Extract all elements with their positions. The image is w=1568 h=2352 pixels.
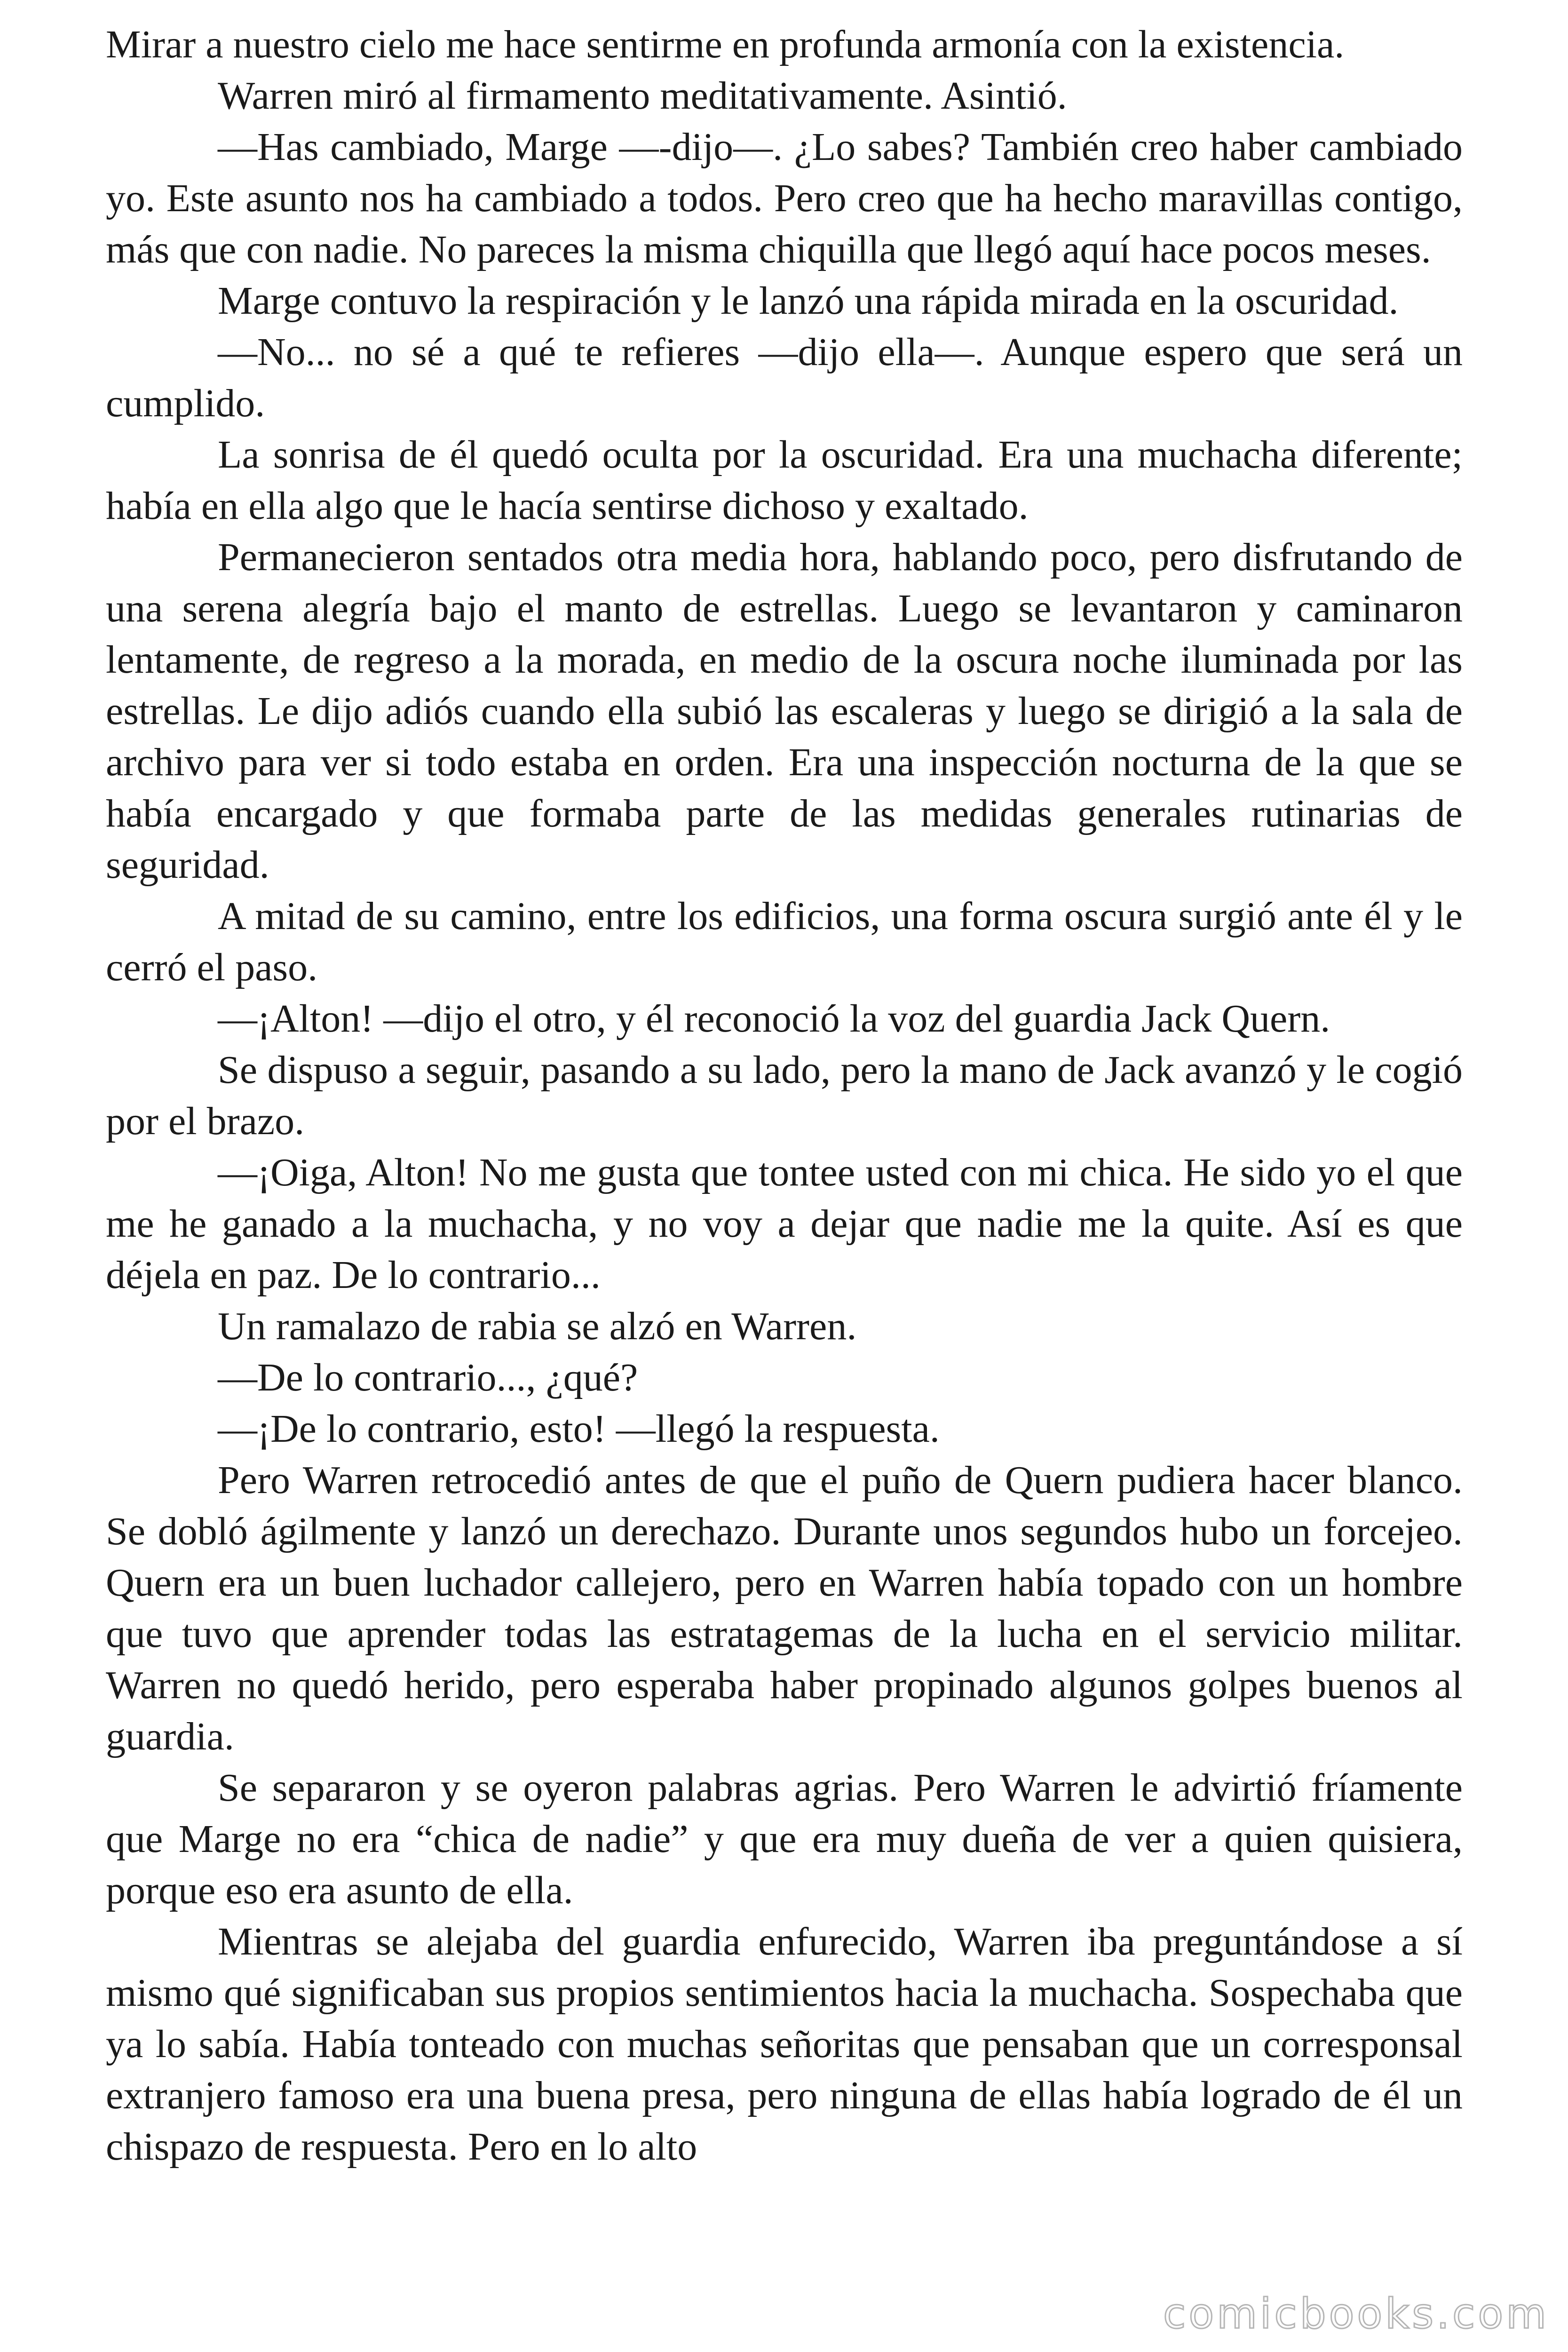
paragraph-16: Se separaron y se oyeron palabras agrias. Pero Warren le advirtió fríamente que Marge no era “chica de nadie” y que era muy dueña de ver a quien quisiera, porque eso era asunto de ella. [106, 1766, 1463, 1912]
paragraph-11: —¡Oiga, Alton! No me gusta que tontee usted con mi chica. He sido yo el que me he ganado a la muchacha, y no voy a dejar que nadie me la quite. Así es que déjela en paz. De lo contrario... [106, 1151, 1463, 1297]
book-page-text [106, 19, 1463, 2172]
paragraph-1: Mirar a nuestro cielo me hace sentirme en profunda armonía con la existencia. [106, 23, 1345, 66]
paragraph-6: La sonrisa de él quedó oculta por la oscuridad. Era una muchacha diferente; había en ella algo que le hacía sentirse dichoso y exaltado. [106, 433, 1463, 528]
paragraph-9: —¡Alton! —dijo el otro, y él reconoció la voz del guardia Jack Quern. [218, 997, 1330, 1041]
paragraph-12: Un ramalazo de rabia se alzó en Warren. [218, 1304, 857, 1348]
paragraph-7: Permanecieron sentados otra media hora, hablando poco, pero disfrutando de una serena alegría bajo el manto de estrellas. Luego se levantaron y caminaron lentamente, de regreso a la morada, en medio de la oscura noche iluminada por las estrellas. Le dijo adiós cuando ella subió las escaleras y luego se dirigió a la sala de archivo para ver si todo estaba en orden. Era una inspección nocturna de la que se había encargado y que formaba parte de las medidas generales rutinarias de seguridad. [106, 535, 1463, 887]
paragraph-13: —De lo contrario..., ¿qué? [218, 1356, 638, 1399]
paragraph-2: Warren miró al firmamento meditativamente. Asintió. [218, 74, 1067, 118]
paragraph-17: Mientras se alejaba del guardia enfurecido, Warren iba preguntándose a sí mismo qué significaban sus propios sentimientos hacia la muchacha. Sospechaba que ya lo sabía. Había tonteado con muchas señoritas que pensaban que un corresponsal extranjero famoso era una buena presa, pero ninguna de ellas había logrado de él un chispazo de respuesta. Pero en lo alto [106, 1920, 1463, 2169]
paragraph-5: —No... no sé a qué te refieres —dijo ella—. Aunque espero que será un cumplido. [106, 330, 1463, 425]
paragraph-10: Se dispuso a seguir, pasando a su lado, pero la mano de Jack avanzó y le cogió por el brazo. [106, 1048, 1463, 1143]
paragraph-8: A mitad de su camino, entre los edificios, una forma oscura surgió ante él y le cerró el paso. [106, 894, 1463, 989]
watermark: comicbooks.com [1163, 2289, 1549, 2338]
paragraph-4: Marge contuvo la respiración y le lanzó una rápida mirada en la oscuridad. [218, 279, 1399, 323]
paragraph-3: —Has cambiado, Marge —-dijo—. ¿Lo sabes? También creo haber cambiado yo. Este asunto nos ha cambiado a todos. Pero creo que ha hecho maravillas contigo, más que con nadie. No pareces la misma chiquilla que llegó aquí hace pocos meses. [106, 125, 1463, 271]
paragraph-15: Pero Warren retrocedió antes de que el puño de Quern pudiera hacer blanco. Se dobló ágilmente y lanzó un derechazo. Durante unos segundos hubo un forcejeo. Quern era un buen luchador callejero, pero en Warren había topado con un hombre que tuvo que aprender todas las estratagemas de la lucha en el servicio militar. Warren no quedó herido, pero esperaba haber propinado algunos golpes buenos al guardia. [106, 1458, 1463, 1758]
paragraph-14: —¡De lo contrario, esto! —llegó la respuesta. [218, 1407, 940, 1451]
